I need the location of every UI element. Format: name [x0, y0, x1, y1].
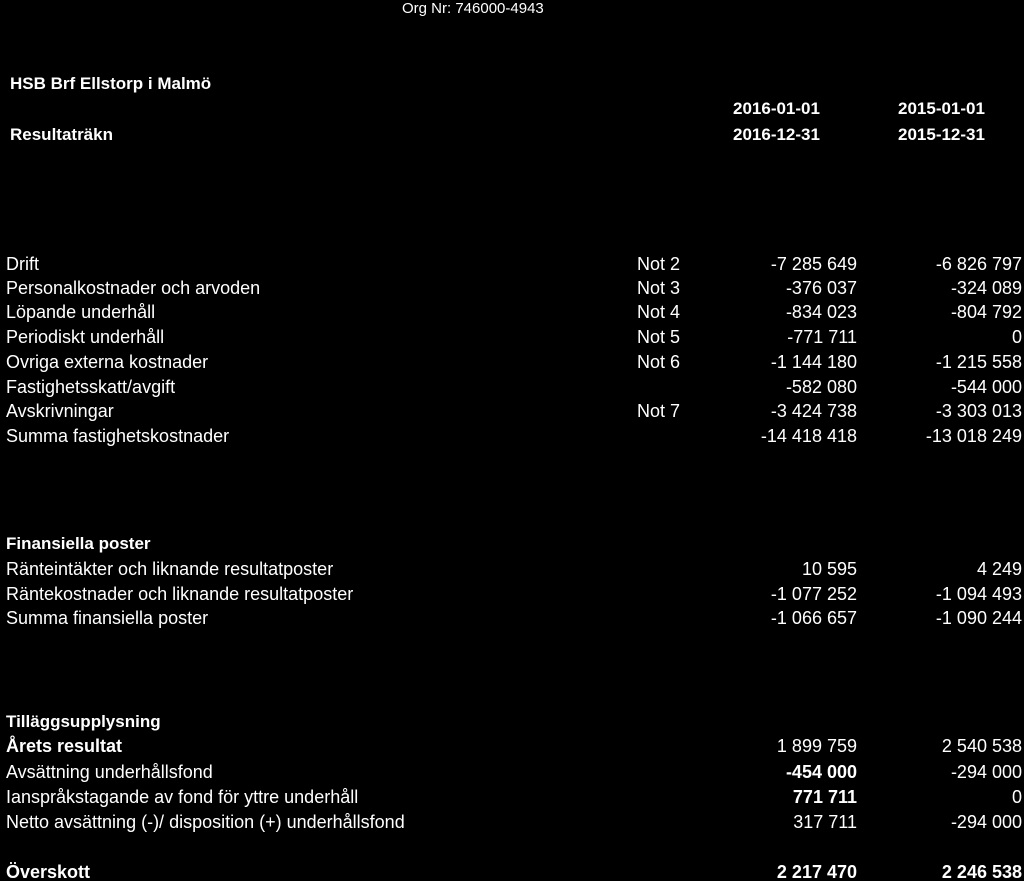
period-current-start: 2016-01-01: [733, 99, 820, 118]
row-label: Överskott: [6, 862, 91, 881]
row-prior-value: -3 303 013: [935, 401, 1022, 421]
table-row: [6, 376, 1022, 399]
row-current-value: -7 285 649: [770, 254, 857, 274]
row-current-value: 2 217 470: [776, 862, 857, 881]
row-label: Summa finansiella poster: [6, 608, 209, 628]
period-current-end: 2016-12-31: [733, 125, 820, 144]
row-current-value: -376 037: [785, 278, 857, 298]
row-prior-value: 4 249: [976, 559, 1022, 579]
row-prior-value: -544 000: [950, 377, 1022, 397]
row-label: Avsättning underhållsfond: [6, 762, 213, 782]
table-row: [6, 400, 1022, 423]
row-prior-value: -324 089: [950, 278, 1022, 298]
table-row: [6, 811, 1022, 834]
row-label: Ovriga externa kostnader: [6, 352, 209, 372]
row-note: Not 6: [637, 352, 681, 372]
row-current-value: 317 711: [793, 812, 857, 832]
period-prior-end: 2015-12-31: [898, 125, 985, 144]
table-row: [6, 326, 1022, 349]
row-current-value: 1 899 759: [776, 736, 857, 756]
row-prior-value: 2 246 538: [941, 862, 1022, 881]
row-prior-value: -6 826 797: [935, 254, 1022, 274]
row-label: Avskrivningar: [6, 401, 114, 421]
row-note: Not 7: [637, 401, 681, 421]
section-heading-label: Finansiella poster: [6, 534, 151, 553]
company-name: HSB Brf Ellstorp i Malmö: [10, 74, 212, 93]
row-label: Personalkostnader och arvoden: [6, 278, 261, 298]
row-current-value: -1 066 657: [770, 608, 857, 628]
table-row-total: [6, 425, 1022, 448]
table-row: [6, 761, 1022, 784]
row-current-value: -14 418 418: [760, 426, 857, 446]
row-label: Löpande underhåll: [6, 302, 156, 322]
table-row: [6, 301, 1022, 324]
row-current-value: -3 424 738: [770, 401, 857, 421]
row-current-value: -582 080: [785, 377, 857, 397]
statement-title: Resultaträkn: [10, 125, 113, 144]
section-heading-label: Tilläggsupplysning: [6, 712, 161, 731]
row-label: Fastighetsskatt/avgift: [6, 377, 176, 397]
row-label: Periodiskt underhåll: [6, 327, 165, 347]
row-current-value: 10 595: [801, 559, 857, 579]
org-number: Org Nr: 746000-4943: [402, 0, 544, 17]
row-note: Not 3: [637, 278, 681, 298]
table-row: [6, 351, 1022, 374]
table-row: [6, 277, 1022, 300]
period-prior-start: 2015-01-01: [898, 99, 985, 118]
row-current-value: 771 711: [792, 787, 857, 807]
table-row: [6, 583, 1022, 606]
row-note: Not 2: [637, 254, 681, 274]
section-heading-financial: [6, 532, 1022, 555]
row-note: Not 5: [637, 327, 681, 347]
row-current-value: -834 023: [785, 302, 857, 322]
row-label: Summa fastighetskostnader: [6, 426, 230, 446]
row-prior-value: 0: [1011, 787, 1022, 807]
row-prior-value: -13 018 249: [925, 426, 1022, 446]
table-row-total: [6, 607, 1022, 630]
row-current-value: -1 144 180: [770, 352, 857, 372]
row-current-value: -1 077 252: [770, 584, 857, 604]
row-prior-value: -1 090 244: [935, 608, 1022, 628]
row-current-value: -771 711: [787, 327, 857, 347]
row-current-value: -454 000: [785, 762, 857, 782]
table-row: [6, 558, 1022, 581]
row-label: Räntekostnader och liknande resultatposter: [6, 584, 354, 604]
row-note: Not 4: [637, 302, 681, 322]
table-row-surplus: [6, 861, 1022, 881]
row-prior-value: -804 792: [950, 302, 1022, 322]
row-prior-value: -294 000: [950, 812, 1022, 832]
row-label: Ianspråkstagande av fond för yttre underhåll: [6, 787, 359, 807]
row-label: Drift: [6, 254, 39, 274]
row-prior-value: -1 094 493: [935, 584, 1022, 604]
table-row: [6, 786, 1022, 809]
table-row-result: [6, 735, 1022, 758]
row-label: Netto avsättning (-)/ disposition (+) underhållsfond: [6, 812, 405, 832]
row-label: Ränteintäkter och liknande resultatposter: [6, 559, 334, 579]
section-heading-supplementary: [6, 710, 1022, 733]
row-prior-value: 2 540 538: [941, 736, 1022, 756]
row-label: Årets resultat: [6, 736, 123, 756]
row-prior-value: 0: [1011, 327, 1022, 347]
row-prior-value: -1 215 558: [935, 352, 1022, 372]
row-prior-value: -294 000: [950, 762, 1022, 782]
table-row: [6, 253, 1022, 276]
